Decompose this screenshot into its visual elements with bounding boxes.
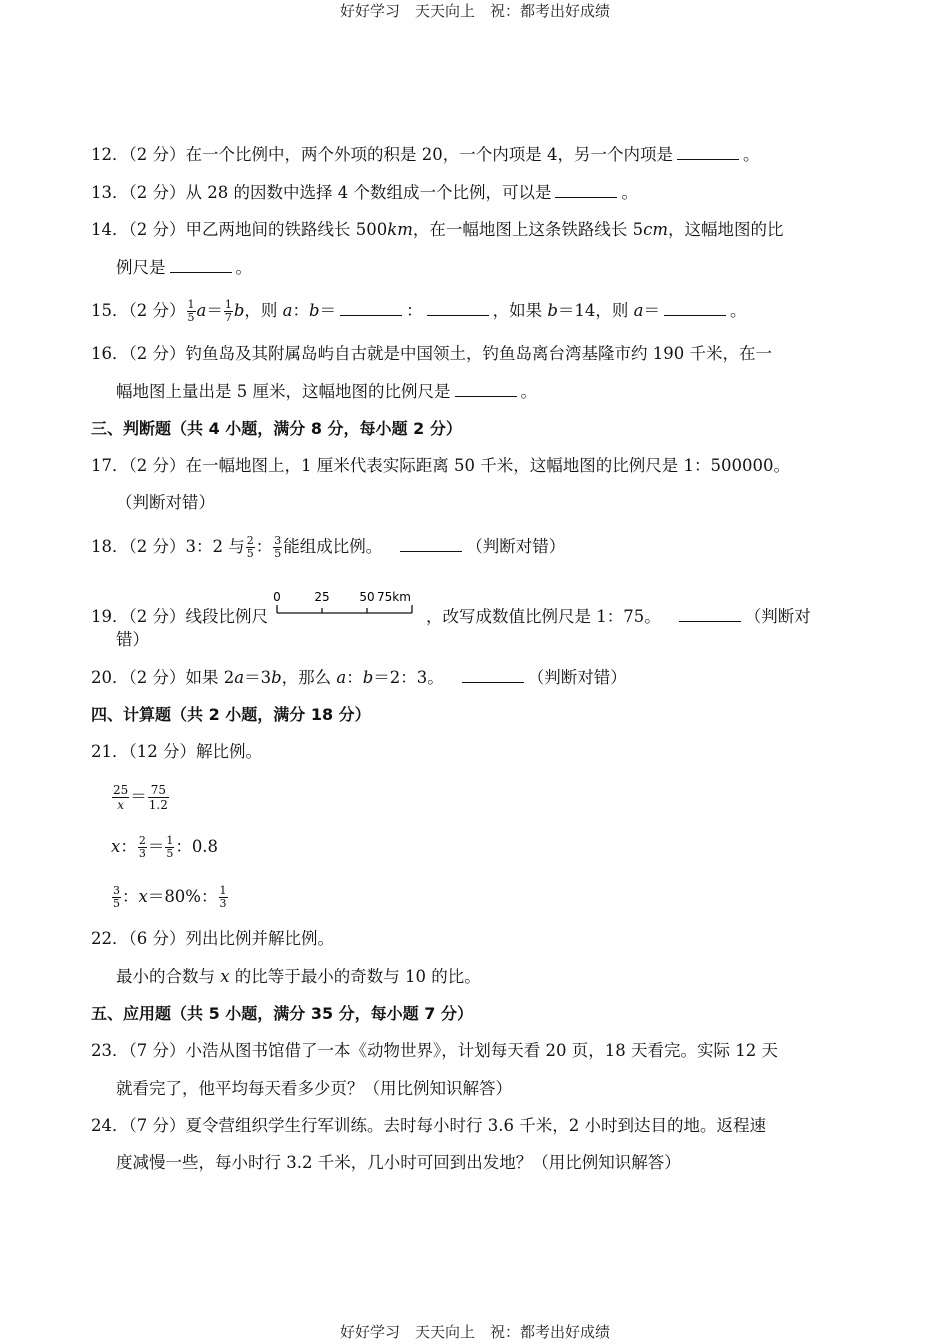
variable-b: b [362, 668, 374, 687]
question-21-text: 21．（12 分）解比例。 [91, 742, 262, 761]
variable-a: a [633, 301, 644, 320]
question-22-cont [116, 965, 481, 989]
question-23-cont [116, 1077, 512, 1101]
question-16-text: 16．（2 分）钓鱼岛及其附属岛屿自古就是中国领土，钓鱼岛离台湾基隆市约 190 千米，在一 [91, 344, 772, 363]
section-heading-3: 三、判断题（共 4 小题，满分 8 分，每小题 2 分） [91, 419, 462, 438]
numerator: 1 [224, 298, 232, 311]
denominator: 5 [274, 547, 282, 560]
equals-sign: ＝ [130, 787, 147, 806]
denominator: 1.2 [148, 798, 168, 812]
section-heading-5: 五、应用题（共 5 小题，满分 35 分，每小题 7 分） [91, 1004, 473, 1023]
scale-tick-label: 50 [359, 591, 375, 604]
question-18-text: 18．（2 分）3：2 与 [91, 537, 245, 556]
variable-a: a [234, 668, 245, 687]
question-24-text: 度减慢一些，每小时行 3.2 千米，几小时可回到出发地？（用比例知识解答） [116, 1153, 681, 1172]
equals-sign: ＝ [643, 301, 660, 320]
question-20-text: ＝3 [244, 668, 272, 687]
question-16-text: 幅地图上量出是 5 厘米，这幅地图的比例尺是 [116, 382, 451, 401]
page-header: 好好学习 天天向上 祝：都考出好成绩 [339, 2, 610, 20]
colon: ： [406, 301, 423, 320]
scale-tick-label: 0 [273, 591, 281, 604]
colon: ： [255, 537, 273, 556]
numerator: 2 [138, 834, 146, 847]
question-16 [91, 342, 772, 366]
answer-blank [427, 301, 489, 316]
equals-sign: ＝ [206, 301, 223, 320]
colon: ： [292, 301, 309, 320]
numerator: 75 [148, 783, 169, 798]
variable-x: x [111, 837, 121, 856]
fraction [187, 299, 196, 324]
question-15-text: ，则 [244, 301, 283, 320]
fraction [148, 783, 169, 812]
fraction [246, 535, 255, 560]
answer-blank [170, 258, 232, 273]
question-23-text: 就看完了，他平均每天看多少页？（用比例知识解答） [116, 1079, 512, 1098]
denominator: x [117, 798, 125, 812]
question-17 [91, 454, 790, 478]
answer-blank [400, 537, 462, 552]
numerator: 1 [187, 298, 195, 311]
variable-a: a [282, 301, 293, 320]
question-17-text: （判断对错） [116, 493, 215, 512]
question-12-text: 12．（2 分）在一个比例中，两个外项的积是 20，一个内项是 4，另一个内项是 [91, 145, 673, 164]
numerator: 3 [274, 534, 282, 547]
answer-blank [340, 301, 402, 316]
question-18-text: 能组成比例。 [283, 537, 383, 556]
scale-tick-label: 25 [314, 591, 330, 604]
variable-x: x [138, 887, 148, 906]
variable-b: b [547, 301, 558, 320]
question-14-text: ，在一幅地图上这条铁路线长 5 [412, 220, 644, 239]
variable-b: b [233, 301, 245, 320]
question-12 [91, 143, 759, 167]
denominator: 5 [246, 547, 254, 560]
line-scale-bar [272, 591, 422, 629]
denominator: 7 [224, 311, 232, 324]
question-23-text: 23．（7 分）小浩从图书馆借了一本《动物世界》，计划每天看 20 页，18 天看完。实际 12 天 [91, 1041, 778, 1060]
denominator: 5 [166, 847, 174, 860]
question-20 [91, 666, 627, 690]
question-24-cont [116, 1151, 681, 1175]
unit-km: km [387, 220, 413, 239]
section-heading-4: 四、计算题（共 2 小题，满分 18 分） [91, 705, 371, 724]
question-15-text: 15．（2 分） [91, 301, 186, 320]
question-22-text: 的比等于最小的奇数与 10 的比。 [229, 967, 481, 986]
question-24 [91, 1114, 766, 1138]
question-20-text: 20．（2 分）如果 2 [91, 668, 235, 687]
page-footer: 好好学习 天天向上 祝：都考出好成绩 [339, 1323, 610, 1341]
question-15-text: ，如果 [492, 301, 548, 320]
denominator: 5 [113, 897, 120, 910]
question-19-text: 19．（2 分）线段比例尺 [91, 607, 268, 626]
answer-blank [679, 607, 741, 622]
question-14-text: 例尺是 [116, 258, 166, 277]
equation-3 [111, 885, 229, 910]
denominator: 5 [187, 311, 195, 324]
variable-a: a [196, 301, 207, 320]
question-21 [91, 740, 262, 764]
question-14-text: 14．（2 分）甲乙两地间的铁路线长 500 [91, 220, 388, 239]
question-22 [91, 927, 334, 951]
question-20-text: ，那么 [281, 668, 337, 687]
question-16-cont [116, 380, 537, 404]
answer-blank [455, 382, 517, 397]
question-20-text: ＝2：3。 [373, 668, 444, 687]
question-18 [91, 535, 565, 560]
variable-a: a [336, 668, 347, 687]
judge-hint: （判断对错） [527, 668, 627, 687]
question-14 [91, 218, 784, 242]
numerator: 25 [113, 783, 129, 797]
answer-blank [677, 145, 739, 160]
answer-blank [664, 301, 726, 316]
equation-1 [111, 783, 170, 812]
fraction [165, 835, 174, 860]
question-13 [91, 181, 638, 205]
fraction [138, 835, 147, 860]
punctuation: 。 [520, 382, 537, 401]
fraction [273, 535, 282, 560]
question-19-cont [116, 628, 149, 652]
punctuation: 。 [742, 145, 760, 164]
punctuation: 。 [235, 258, 252, 277]
question-14-cont [116, 256, 252, 280]
fraction [112, 783, 129, 812]
question-19 [91, 591, 811, 629]
variable-b: b [271, 668, 282, 687]
numerator: 1 [219, 884, 227, 897]
equals-sign: ＝ [147, 837, 165, 856]
numerator: 3 [113, 884, 120, 897]
fraction [224, 299, 233, 324]
punctuation: 。 [729, 301, 747, 320]
numerator: 1 [166, 834, 174, 847]
colon: ： [120, 837, 137, 856]
question-13-text: 13．（2 分）从 28 的因数中选择 4 个数组成一个比例，可以是 [91, 183, 552, 202]
judge-hint: 错） [116, 630, 149, 649]
colon: ： [346, 668, 363, 687]
question-14-text: ，这幅地图的比 [668, 220, 784, 239]
question-22-text: 22．（6 分）列出比例并解比例。 [91, 929, 334, 948]
answer-blank [555, 183, 617, 198]
variable-x: x [220, 967, 230, 986]
question-23 [91, 1039, 778, 1063]
judge-hint: （判断对 [744, 607, 811, 626]
equation-text: ：0.8 [175, 837, 219, 856]
scale-tick-label: 75km [377, 591, 411, 604]
question-15 [91, 299, 746, 324]
denominator: 3 [138, 847, 146, 860]
fraction [112, 885, 121, 910]
question-17-text: 17．（2 分）在一幅地图上，1 厘米代表实际距离 50 千米，这幅地图的比例尺是 1：500000。 [91, 456, 790, 475]
unit-cm: cm [643, 220, 669, 239]
equation-text: ＝80%： [147, 887, 218, 906]
punctuation: 。 [621, 183, 638, 202]
answer-blank [462, 668, 524, 683]
question-15-text: ＝14，则 [557, 301, 634, 320]
question-19-text: ，改写成数值比例尺是 1：75。 [426, 607, 661, 626]
equation-2 [111, 835, 218, 860]
equals-sign: ＝ [319, 301, 337, 320]
denominator: 3 [219, 897, 227, 910]
judge-hint: （判断对错） [466, 537, 566, 556]
variable-b: b [309, 301, 320, 320]
question-24-text: 24．（7 分）夏令营组织学生行军训练。去时每小时行 3.6 千米，2 小时到达目的地。返程速 [91, 1116, 766, 1135]
colon: ： [122, 887, 139, 906]
question-22-text: 最小的合数与 [116, 967, 221, 986]
numerator: 2 [246, 534, 254, 547]
fraction [219, 885, 228, 910]
question-17-cont [116, 491, 215, 515]
